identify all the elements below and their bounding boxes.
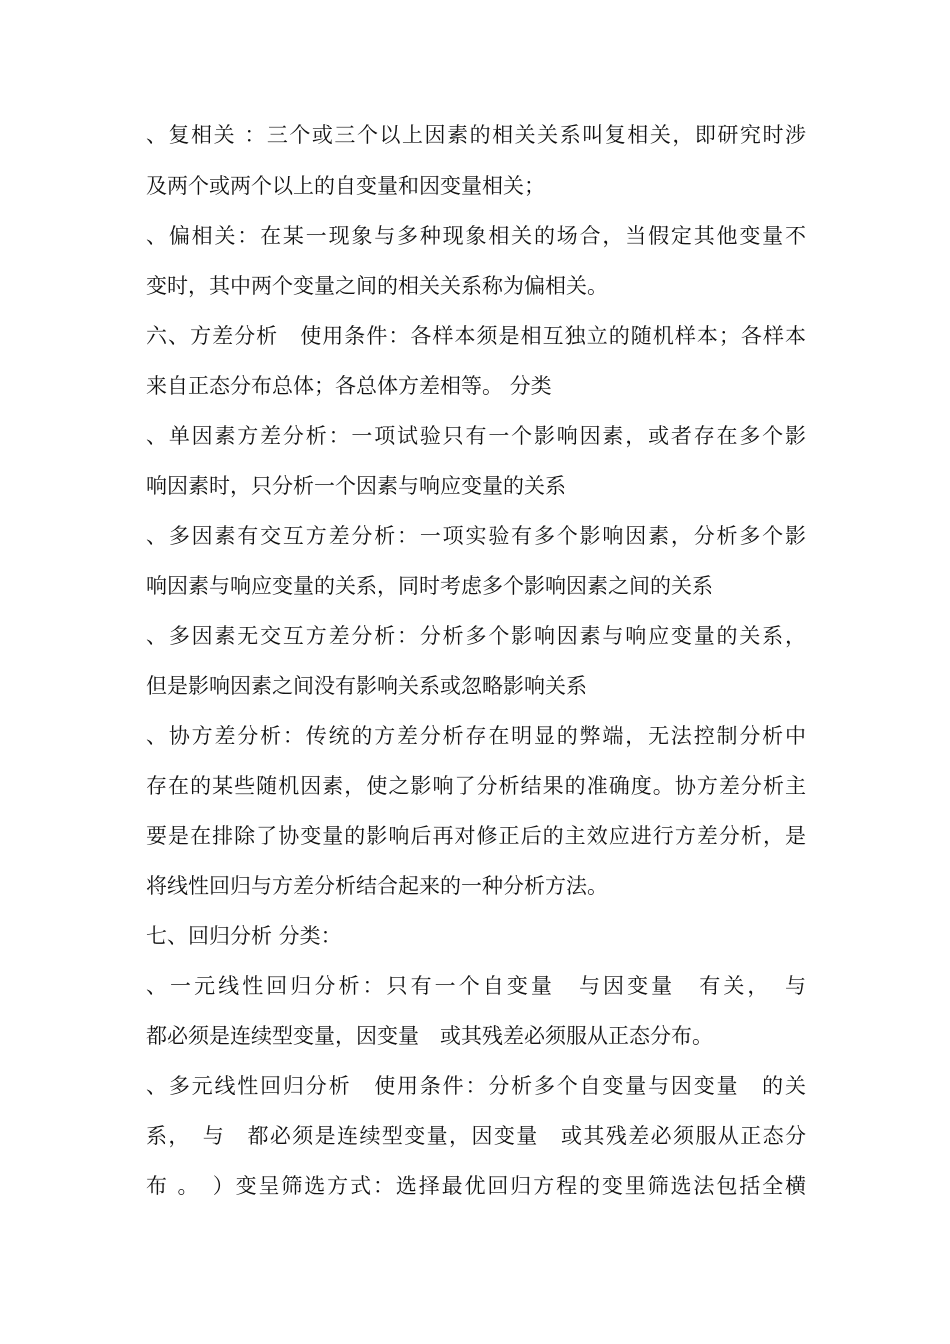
text-line: 但是影响因素之间没有影响关系或忽略影响关系 bbox=[146, 674, 587, 698]
text-line: 、多元线性回归分析 使用条件：分析多个自变量与因变量 的关 bbox=[146, 1074, 806, 1098]
text-line: 七、回归分析 分类： bbox=[146, 924, 342, 948]
text-line: 及两个或两个以上的自变量和因变量相关； bbox=[146, 174, 545, 198]
text-line: 、多因素无交互方差分析：分析多个影响因素与响应变量的关系， bbox=[146, 624, 806, 648]
text-line: 响因素时，只分析一个因素与响应变量的关系 bbox=[146, 474, 566, 498]
text-line: 变时，其中两个变量之间的相关关系称为偏相关。 bbox=[146, 274, 608, 298]
text-line: 、单因素方差分析：一项试验只有一个影响因素，或者存在多个影 bbox=[146, 424, 806, 448]
text-line: 、多因素有交互方差分析：一项实验有多个影响因素，分析多个影 bbox=[146, 524, 806, 548]
text-line: 、偏相关：在某一现象与多种现象相关的场合，当假定其他变量不 bbox=[146, 224, 806, 248]
text-line: 、一元线性回归分析：只有一个自变量 与因变量 有关， 与 bbox=[146, 974, 806, 998]
text-line: 将线性回归与方差分析结合起来的一种分析方法。 bbox=[146, 874, 608, 898]
text-line: 响因素与响应变量的关系，同时考虑多个影响因素之间的关系 bbox=[146, 574, 713, 598]
text-line: 要是在排除了协变量的影响后再对修正后的主效应进行方差分析，是 bbox=[146, 824, 806, 848]
text-line: 来自正态分布总体；各总体方差相等。 分类 bbox=[146, 374, 552, 398]
text-line: 、复相关 ：三个或三个以上因素的相关关系叫复相关，即研究时涉 bbox=[146, 123, 806, 147]
text-line: 六、方差分析 使用条件：各样本须是相互独立的随机样本；各样本 bbox=[146, 324, 806, 348]
text-line: 存在的某些随机因素，使之影响了分析结果的准确度。协方差分析主 bbox=[146, 774, 806, 798]
text-line: 布 。 ）变呈筛选方式：选择最优回归方程的变里筛选法包括全横 bbox=[146, 1174, 806, 1198]
text-line: 都必须是连续型变量，因变量 或其残差必须服从正态分布。 bbox=[146, 1024, 713, 1048]
text-line: 、协方差分析：传统的方差分析存在明显的弊端，无法控制分析中 bbox=[146, 724, 806, 748]
text-line: 系， 与 都必须是连续型变量，因变量 或其残差必须服从正态分 bbox=[146, 1124, 806, 1148]
